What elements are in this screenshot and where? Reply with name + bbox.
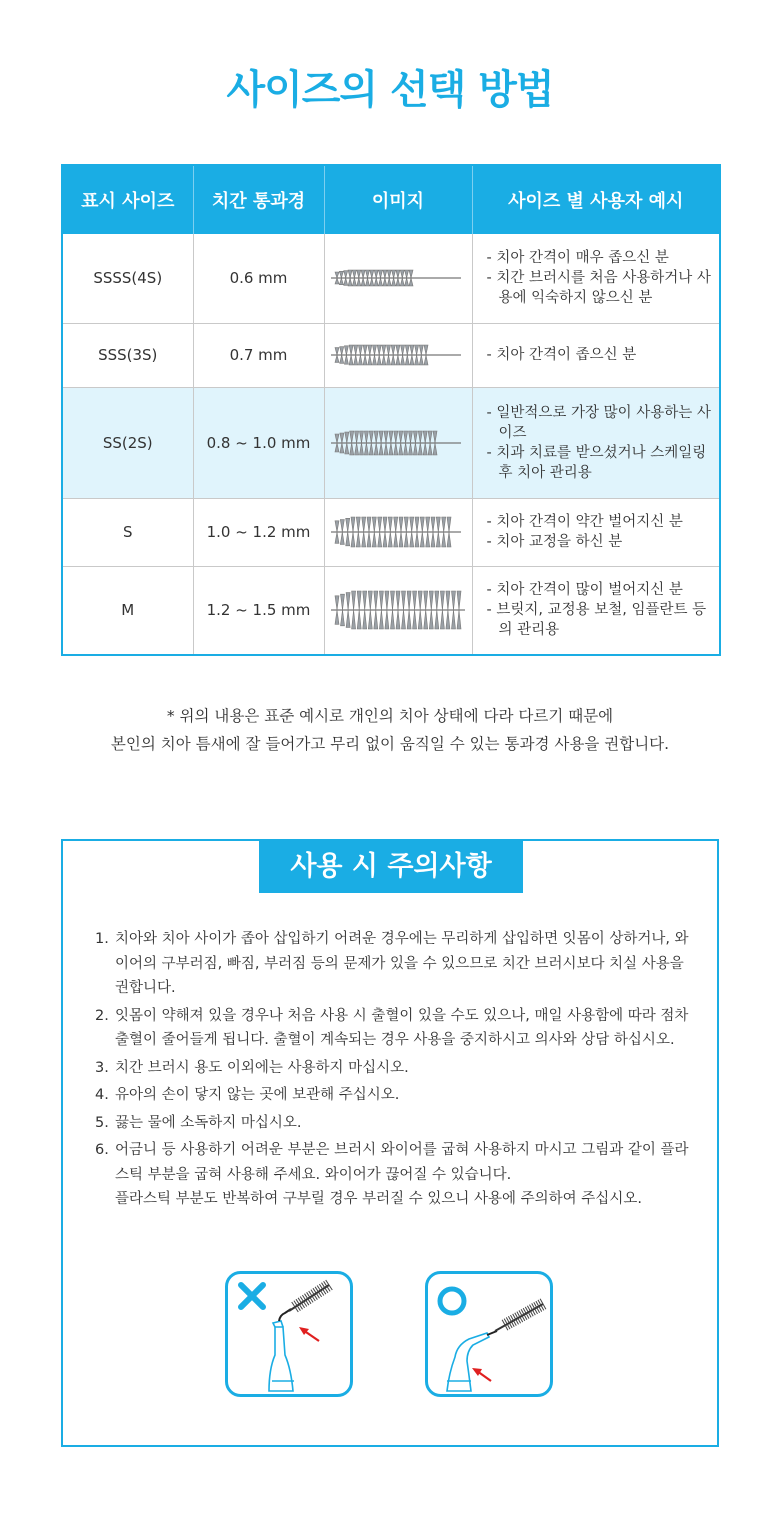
item-text: 잇몸이 약해져 있을 경우나 처음 사용 시 출혈이 있을 수도 있으나, 매일 사용함에 따라 점차 출혈이 줄어들게 됩니다. 출혈이 계속되는 경우 사용을 중지하시고 의사와 상담 하십시오. bbox=[115, 1007, 689, 1048]
header-diameter: 치간 통과경 bbox=[193, 165, 324, 234]
size-cell: SSSS(4S) bbox=[62, 234, 193, 323]
example-line: - 치과 치료를 받으셨거나 스케일링 후 치아 관리용 bbox=[486, 444, 707, 481]
header-examples: 사이즈 별 사용자 예시 bbox=[472, 165, 720, 234]
list-item bbox=[95, 1138, 695, 1212]
item-text: 끓는 물에 소독하지 마십시오. bbox=[115, 1114, 302, 1131]
list-item bbox=[95, 927, 695, 1001]
item-text-2: 플라스틱 부분도 반복하여 구부릴 경우 부러질 수 있으니 사용에 주의하여 주십시오. bbox=[115, 1191, 642, 1207]
list-item bbox=[95, 1056, 695, 1081]
example-line: - 일반적으로 가장 많이 사용하는 사이즈 bbox=[486, 404, 711, 441]
item-number: 1. bbox=[95, 931, 109, 947]
item-number: 5. bbox=[95, 1114, 109, 1131]
item-text: 치간 브러시 용도 이외에는 사용하지 마십시오. bbox=[115, 1059, 409, 1076]
table-row bbox=[62, 387, 720, 498]
brush-image-4s bbox=[324, 234, 472, 323]
examples-cell bbox=[472, 566, 720, 655]
item-text: 어금니 등 사용하기 어려운 부분은 브러시 와이어를 굽혀 사용하지 마시고 그림과 같이 플라스틱 부분을 굽혀 사용해 주세요. 와이어가 끊어질 수 있습니다. bbox=[115, 1142, 689, 1183]
example-line: - 치아 간격이 좁으신 분 bbox=[486, 347, 637, 363]
example-line: - 브릿지, 교정용 보철, 임플란트 등의 관리용 bbox=[486, 602, 707, 639]
size-cell: SSS(3S) bbox=[62, 323, 193, 387]
table-row bbox=[62, 566, 720, 655]
list-item bbox=[95, 1111, 695, 1136]
examples-cell bbox=[472, 234, 720, 323]
caution-list bbox=[95, 927, 695, 1215]
header-image: 이미지 bbox=[324, 165, 472, 234]
size-cell: M bbox=[62, 566, 193, 655]
example-line: - 치아 간격이 많이 벌어지신 분 bbox=[486, 582, 683, 599]
examples-cell bbox=[472, 323, 720, 387]
table-row bbox=[62, 498, 720, 566]
item-number: 6. bbox=[95, 1142, 109, 1158]
item-number: 3. bbox=[95, 1059, 109, 1076]
example-line: - 치아 간격이 약간 벌어지신 분 bbox=[486, 514, 683, 530]
diameter-cell: 1.2 ~ 1.5 mm bbox=[193, 566, 324, 655]
table-header-row bbox=[62, 165, 720, 234]
brush-image-s bbox=[324, 498, 472, 566]
table-row bbox=[62, 234, 720, 323]
size-table bbox=[61, 164, 721, 656]
examples-cell bbox=[472, 387, 720, 498]
item-number: 4. bbox=[95, 1087, 109, 1103]
item-text: 유아의 손이 닿지 않는 곳에 보관해 주십시오. bbox=[115, 1087, 400, 1103]
example-line: - 치아 간격이 매우 좁으신 분 bbox=[486, 250, 669, 267]
diameter-cell: 1.0 ~ 1.2 mm bbox=[193, 498, 324, 566]
size-cell: S bbox=[62, 498, 193, 566]
page-title: 사이즈의 선택 방법 bbox=[226, 67, 554, 113]
usage-note bbox=[0, 702, 780, 758]
brush-image-3s bbox=[324, 323, 472, 387]
correct-usage-illustration bbox=[425, 1271, 553, 1397]
item-text: 치아와 치아 사이가 좁아 삽입하기 어려운 경우에는 무리하게 삽입하면 잇몸이 상하거나, 와이어의 구부러짐, 빠짐, 부러짐 등의 문제가 있을 수 있으므로 치간 브러시보다 치실 사용을 권합니다. bbox=[115, 931, 689, 996]
list-item bbox=[95, 1083, 695, 1108]
caution-title: 사용 시 주의사항 bbox=[259, 841, 523, 893]
example-line: - 치간 브러시를 처음 사용하거나 사용에 익숙하지 않으신 분 bbox=[486, 270, 711, 307]
size-cell: SS(2S) bbox=[62, 387, 193, 498]
examples-cell bbox=[472, 498, 720, 566]
list-item bbox=[95, 1004, 695, 1053]
wrong-usage-illustration bbox=[225, 1271, 353, 1397]
note-line-1: * 위의 내용은 표준 예시로 개인의 치아 상태에 다라 다르기 때문에 bbox=[166, 707, 614, 725]
diameter-cell: 0.7 mm bbox=[193, 323, 324, 387]
brush-image-2s bbox=[324, 387, 472, 498]
diameter-cell: 0.6 mm bbox=[193, 234, 324, 323]
brush-image-m bbox=[324, 566, 472, 655]
table-row bbox=[62, 323, 720, 387]
item-number: 2. bbox=[95, 1007, 109, 1024]
diameter-cell: 0.8 ~ 1.0 mm bbox=[193, 387, 324, 498]
example-line: - 치아 교정을 하신 분 bbox=[486, 534, 623, 550]
caution-box bbox=[61, 839, 719, 1447]
note-line-2: 본인의 치아 틈새에 잘 들어가고 무리 없이 움직일 수 있는 통과경 사용을 권합니다. bbox=[110, 735, 670, 753]
header-size: 표시 사이즈 bbox=[62, 165, 193, 234]
brush-bristles bbox=[335, 591, 461, 629]
